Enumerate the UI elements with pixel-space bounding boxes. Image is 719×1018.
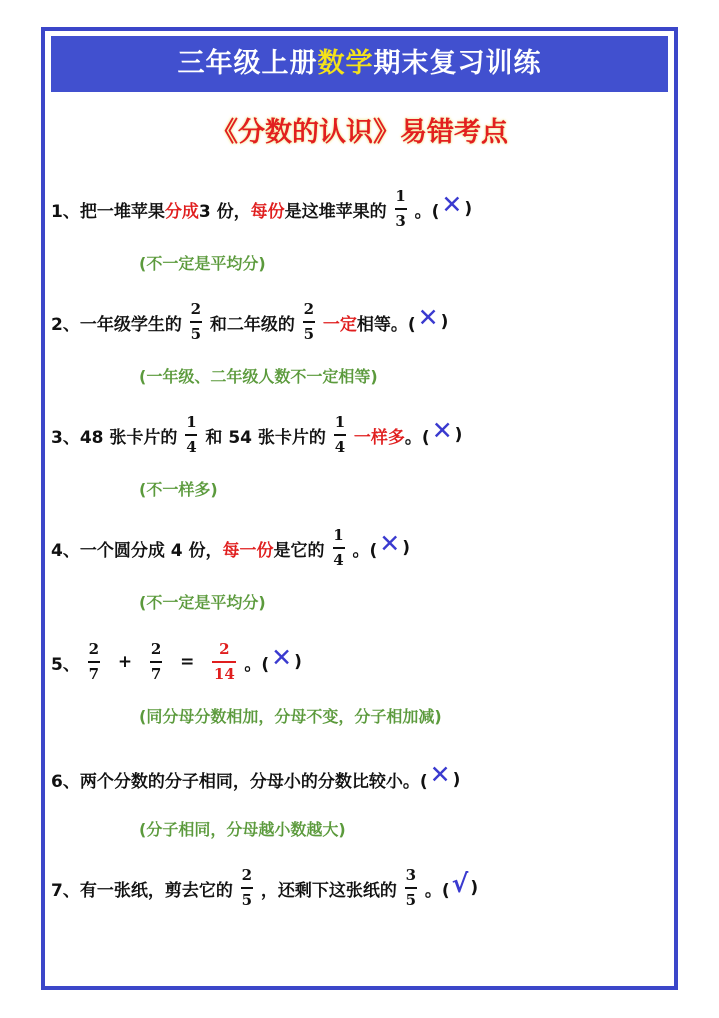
question-text: 是它的 xyxy=(273,540,325,561)
question-4 xyxy=(51,526,410,570)
question-text: 把一堆苹果 xyxy=(79,201,165,222)
fraction xyxy=(185,413,197,457)
fraction xyxy=(303,300,315,344)
numerator: 1 xyxy=(334,413,346,431)
question-text: ) xyxy=(452,769,461,790)
numerator: 1 xyxy=(186,413,197,431)
fraction xyxy=(395,187,407,231)
question-text: ) xyxy=(464,199,473,219)
fraction xyxy=(88,640,100,684)
wrong-mark-icon: ✕ xyxy=(271,642,293,672)
wrong-mark-icon: ✕ xyxy=(417,302,439,332)
question-number: 4、 xyxy=(51,540,80,561)
wrong-mark-icon: ✕ xyxy=(429,760,451,789)
question-text: 。( xyxy=(244,654,270,675)
question-text: 和二年级的 xyxy=(209,314,295,335)
fraction xyxy=(150,640,162,684)
numerator: 2 xyxy=(219,640,230,658)
numerator: 2 xyxy=(241,866,253,884)
question-number: 3、 xyxy=(51,427,80,448)
header-topic: 期末复习训练 xyxy=(373,48,542,79)
key-phrase: 一定 xyxy=(322,314,357,335)
question-1 xyxy=(51,187,472,231)
answer-note-2: (一年级、二年级人数不一定相等) xyxy=(139,367,378,386)
answer-note-6: (分子相同，分母越小数越大) xyxy=(139,820,346,839)
key-phrase: 分成 xyxy=(164,201,199,222)
fraction xyxy=(334,413,346,457)
wrong-mark-icon: ✕ xyxy=(379,528,401,558)
denominator: 5 xyxy=(303,325,315,343)
numerator: 3 xyxy=(405,866,417,884)
question-text: ) xyxy=(454,425,463,445)
question-text: 。( xyxy=(414,201,440,222)
fraction xyxy=(333,526,345,570)
denominator: 4 xyxy=(186,438,197,456)
question-text: ，还剩下这张纸的 xyxy=(260,880,397,901)
denominator: 14 xyxy=(213,665,235,683)
question-text: 是这堆苹果的 xyxy=(284,201,387,222)
question-text: 一个圆分成 4 份， xyxy=(79,540,223,561)
denominator: 5 xyxy=(405,891,417,909)
equals-sign: = xyxy=(180,652,195,672)
numerator: 1 xyxy=(333,526,344,544)
page-subtitle: 《分数的认识》易错考点 xyxy=(211,117,508,148)
numerator: 2 xyxy=(190,300,202,318)
question-2 xyxy=(51,300,448,344)
key-phrase: 每份 xyxy=(250,201,285,222)
question-text: 48 张卡片的 xyxy=(79,427,178,448)
question-number: 7、 xyxy=(51,880,80,901)
numerator: 2 xyxy=(303,300,315,318)
denominator: 7 xyxy=(150,665,162,683)
fraction-result xyxy=(212,640,236,684)
wrong-mark-icon: ✕ xyxy=(431,415,453,445)
denominator: 4 xyxy=(334,438,346,456)
header-grade: 三年级上册 xyxy=(177,48,318,79)
numerator: 2 xyxy=(88,640,100,658)
plus-sign: + xyxy=(117,652,133,672)
question-text: ) xyxy=(402,538,411,558)
fraction xyxy=(241,866,253,910)
header-subject: 数学 xyxy=(317,48,374,79)
question-text: 。( xyxy=(424,880,450,901)
question-number: 2、 xyxy=(51,314,80,335)
fraction xyxy=(190,300,202,344)
page-border xyxy=(41,27,678,990)
question-text: 相等。( xyxy=(356,314,416,335)
numerator: 2 xyxy=(150,640,162,658)
question-text: 有一张纸，剪去它的 xyxy=(79,880,233,901)
page-header xyxy=(51,36,668,92)
question-text: ) xyxy=(294,652,302,672)
denominator: 3 xyxy=(395,212,406,230)
question-text: 和 54 张卡片的 xyxy=(205,427,326,448)
fraction xyxy=(405,866,417,910)
question-text: 。( xyxy=(404,427,430,448)
question-number: 5、 xyxy=(51,654,80,675)
denominator: 7 xyxy=(88,665,100,683)
answer-note-1: (不一定是平均分) xyxy=(139,254,266,273)
answer-note-4: (不一定是平均分) xyxy=(139,593,266,612)
denominator: 4 xyxy=(333,551,344,569)
answer-note-3: (不一样多) xyxy=(139,480,218,499)
question-number: 1、 xyxy=(51,201,80,222)
question-text: 一年级学生的 xyxy=(79,314,182,335)
question-3 xyxy=(51,413,462,457)
numerator: 1 xyxy=(395,187,406,205)
question-text: 3 份， xyxy=(198,201,251,222)
key-phrase: 一样多 xyxy=(353,427,405,448)
question-5 xyxy=(51,640,302,684)
wrong-mark-icon: ✕ xyxy=(441,189,463,219)
key-phrase: 每一份 xyxy=(222,540,274,561)
question-text: ) xyxy=(440,312,449,332)
question-7 xyxy=(51,866,478,910)
denominator: 5 xyxy=(241,891,253,909)
question-text: ) xyxy=(470,878,479,898)
answer-note-5: (同分母分数相加，分母不变，分子相加减) xyxy=(139,707,442,726)
question-6 xyxy=(51,760,461,794)
check-mark-icon: √ xyxy=(451,868,469,898)
denominator: 5 xyxy=(190,325,202,343)
question-text: 。( xyxy=(352,540,378,561)
question-text: 两个分数的分子相同，分母小的分数比较小。( xyxy=(79,772,428,792)
question-number: 6、 xyxy=(51,772,80,792)
